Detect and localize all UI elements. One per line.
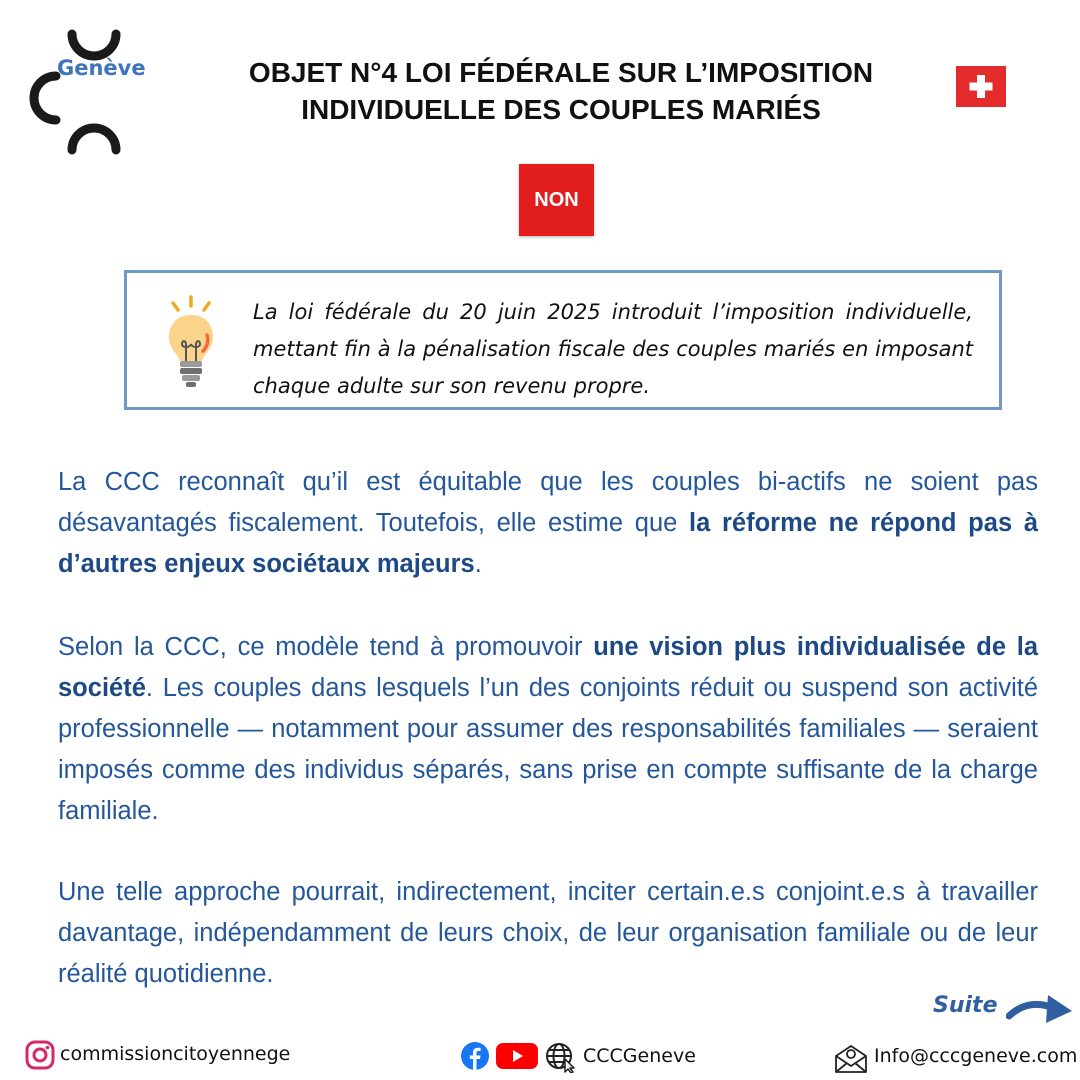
paragraph-2-emphasis: une vision plus individualisée de la société (58, 633, 1038, 702)
info-text: La loi fédérale du 20 juin 2025 introduit l’imposition individuelle, mettant fin à la pénalisation fiscale des couples mariés en imposant chaque adulte sur son revenu propre. (253, 300, 973, 398)
mail-icon[interactable] (834, 1042, 868, 1074)
instagram-handle[interactable]: commissioncitoyennege (60, 1043, 291, 1065)
lightbulb-icon (159, 295, 223, 391)
paragraph-1-text: La CCC reconnaît qu’il est équitable que les couples bi-actifs ne soient pas désavantagés fiscalement. Toutefois, elle estime que (58, 468, 1038, 537)
page-title (190, 54, 932, 128)
title-line-2: INDIVIDUELLE DES COUPLES MARIÉS (301, 94, 821, 125)
paragraph-2-end: . Les couples dans lesquels l’un des conjoints réduit ou suspend son activité professionnelle — notamment pour assumer des responsabilités familiales — seraient imposés comme des individus séparés, sans prise en compte suffisante de la charge familiale. (58, 674, 1038, 825)
youtube-icon[interactable] (496, 1042, 538, 1070)
paragraph-3: Une telle approche pourrait, indirectement, inciter certain.e.s conjoint.e.s à travailler davantage, indépendamment de leurs choix, de leur organisation familiale ou de leur réalité quotidienne. (58, 878, 1038, 988)
social-handle[interactable]: CCCGeneve (583, 1045, 696, 1067)
paragraph-2-text: Selon la CCC, ce modèle tend à promouvoir (58, 633, 594, 661)
logo-text: Genève (57, 56, 146, 80)
title-line-1: OBJET N°4 LOI FÉDÉRALE SUR L’IMPOSITION (248, 57, 874, 88)
web-icon[interactable] (544, 1041, 578, 1073)
swiss-flag-icon (956, 66, 1006, 107)
info-box (124, 270, 1002, 410)
paragraph-2 (58, 627, 1038, 832)
paragraph-1 (58, 462, 1038, 585)
next-label[interactable]: Suite (933, 993, 998, 1018)
vote-badge: NON (519, 164, 594, 236)
facebook-icon[interactable] (461, 1042, 489, 1070)
ccc-logo-icon (20, 24, 180, 174)
paragraph-1-emphasis: la réforme ne répond pas à d’autres enjeux sociétaux majeurs (58, 509, 1038, 578)
email-link[interactable]: Info@cccgeneve.com (874, 1045, 1078, 1067)
instagram-icon[interactable] (25, 1040, 55, 1070)
paragraph-1-end: . (474, 550, 482, 578)
arrow-right-icon[interactable] (1006, 990, 1074, 1028)
